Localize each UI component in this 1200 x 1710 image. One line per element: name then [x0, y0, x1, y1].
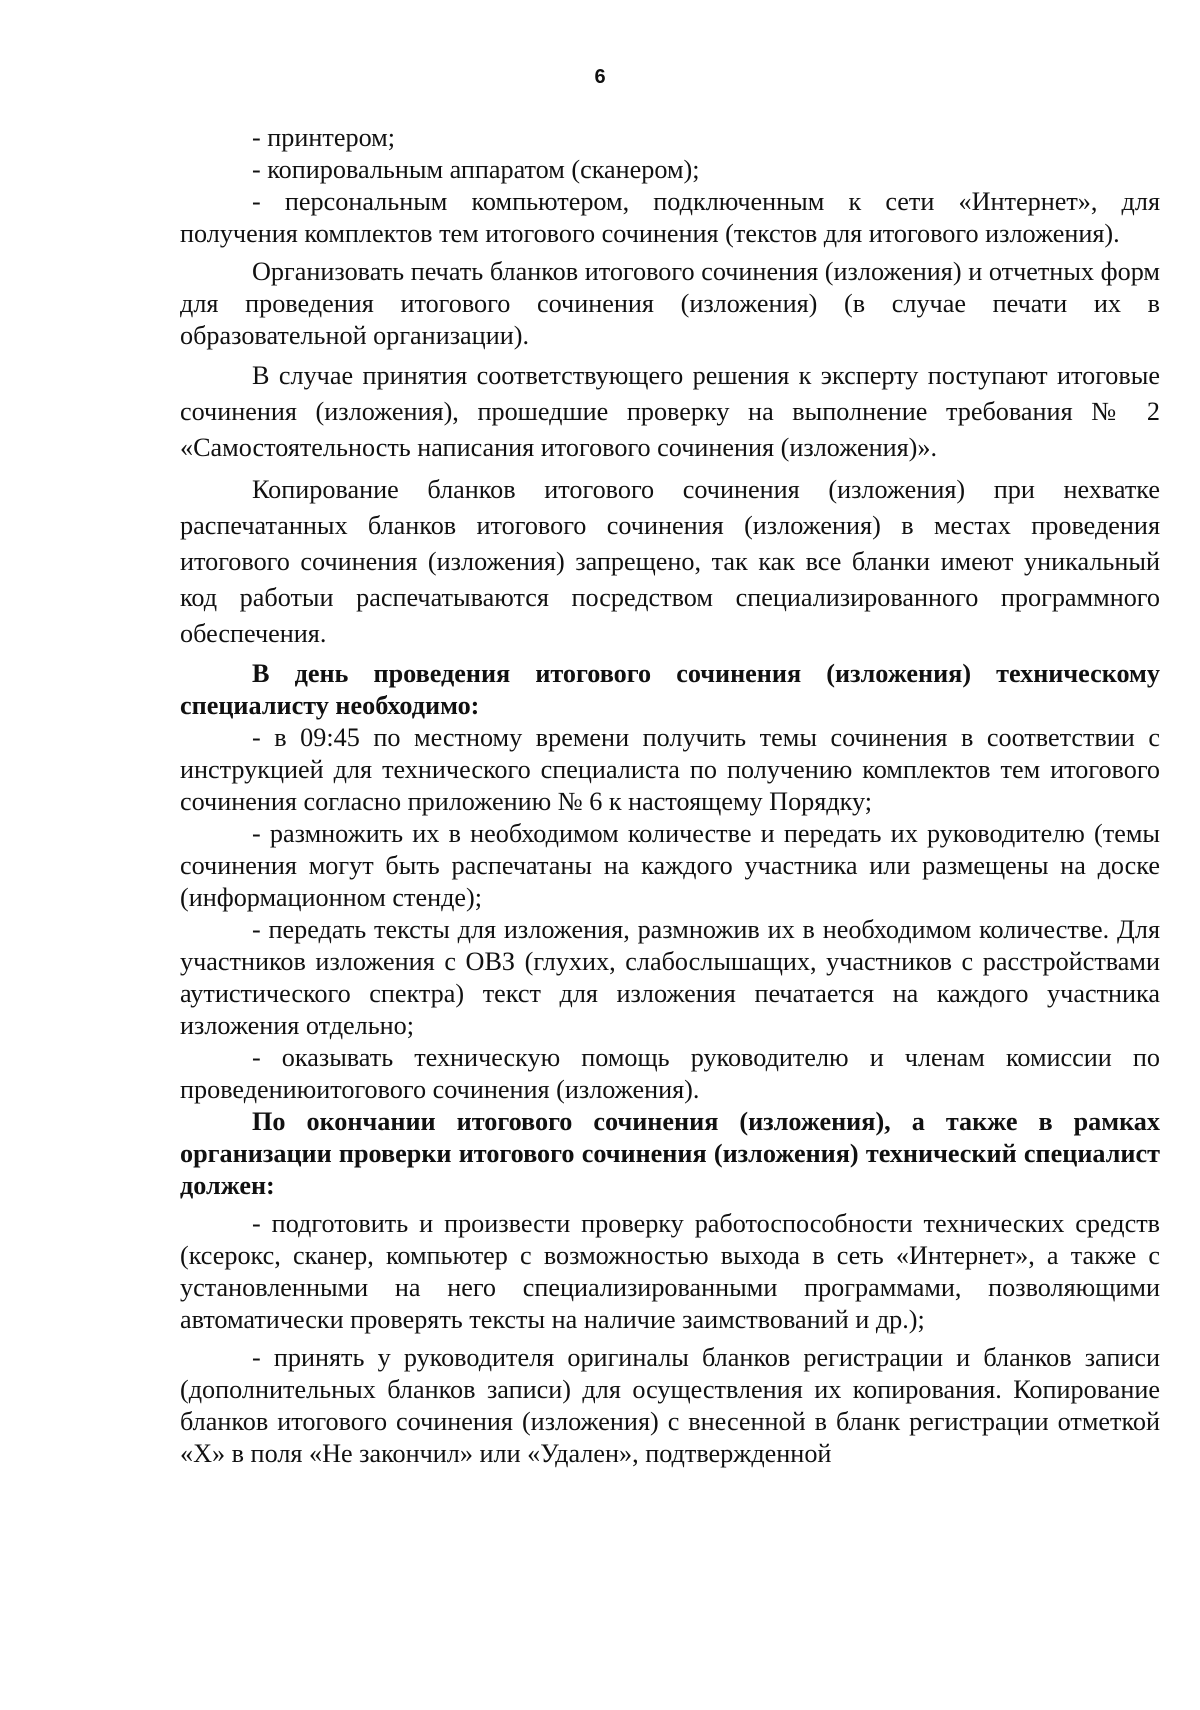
paragraph-expert-check: В случае принятия соответствующего решения к эксперту поступают итоговые сочинения (изложения), прошедшие проверку на выполнение требования № 2 «Самостоятельность написания итогового сочинения (изложения)». [180, 361, 1160, 462]
paragraph-copy-prohibited: Копирование бланков итогового сочинения (изложения) при нехватке распечатанных бланков итогового сочинения (изложения) в местах проведения итогового сочинения (изложения) запрещено, так как все бланки имеют уникальный код работыи распечатываются посредством специализированного программного обеспечения. [180, 475, 1160, 648]
list-item-copier: - копировальным аппаратом (сканером); [252, 155, 700, 184]
list-item-assist: - оказывать техническую помощь руководителю и членам комиссии по проведениюитогового сочинения (изложения). [180, 1043, 1160, 1104]
heading-after-exam: По окончании итогового сочинения (изложения), а также в рамках организации проверки итогового сочинения (изложения) технический специалист должен: [180, 1107, 1160, 1200]
paragraph-print-forms: Организовать печать бланков итогового сочинения (изложения) и отчетных форм для проведения итогового сочинения (изложения) (в случае печати их в образовательной организации). [180, 257, 1160, 350]
list-item-receive-topics: - в 09:45 по местному времени получить темы сочинения в соответствии с инструкцией для технического специалиста по получению комплектов тем итогового сочинения согласно приложению № 6 к настоящему Порядку; [180, 723, 1160, 816]
list-item-receive-originals: - принять у руководителя оригиналы бланков регистрации и бланков записи (дополнительных бланков записи) для осуществления их копирования. Копирование бланков итогового сочинения (изложения) с внесенной в бланк регистрации отметкой «Х» в поля «Не закончил» или «Удален», подтвержденной [180, 1343, 1160, 1468]
document-body [180, 122, 1160, 1470]
list-item-copy-topics: - размножить их в необходимом количестве и передать их руководителю (темы сочинения могут быть распечатаны на каждого участника или размещены на доске (информационном стенде); [180, 819, 1160, 912]
list-item-texts: - передать тексты для изложения, размножив их в необходимом количестве. Для участников изложения с ОВЗ (глухих, слабослышащих, участников с расстройствами аутистического спектра) текст для изложения печатается на каждого участника изложения отдельно; [180, 915, 1160, 1040]
list-item-prepare-equipment: - подготовить и произвести проверку работоспособности технических средств (ксерокс, сканер, компьютер с возможностью выхода в сеть «Интернет», а также с установленными на него специализированными программами, позволяющими автоматически проверять тексты на наличие заимствований и др.); [180, 1209, 1160, 1334]
page-number: 6 [594, 66, 606, 88]
heading-exam-day: В день проведения итогового сочинения (изложения) техническому специалисту необходимо: [180, 659, 1160, 720]
list-item-computer: - персональным компьютером, подключенным к сети «Интернет», для получения комплектов тем итогового сочинения (текстов для итогового изложения). [180, 187, 1160, 248]
list-item-printer: - принтером; [252, 123, 396, 152]
